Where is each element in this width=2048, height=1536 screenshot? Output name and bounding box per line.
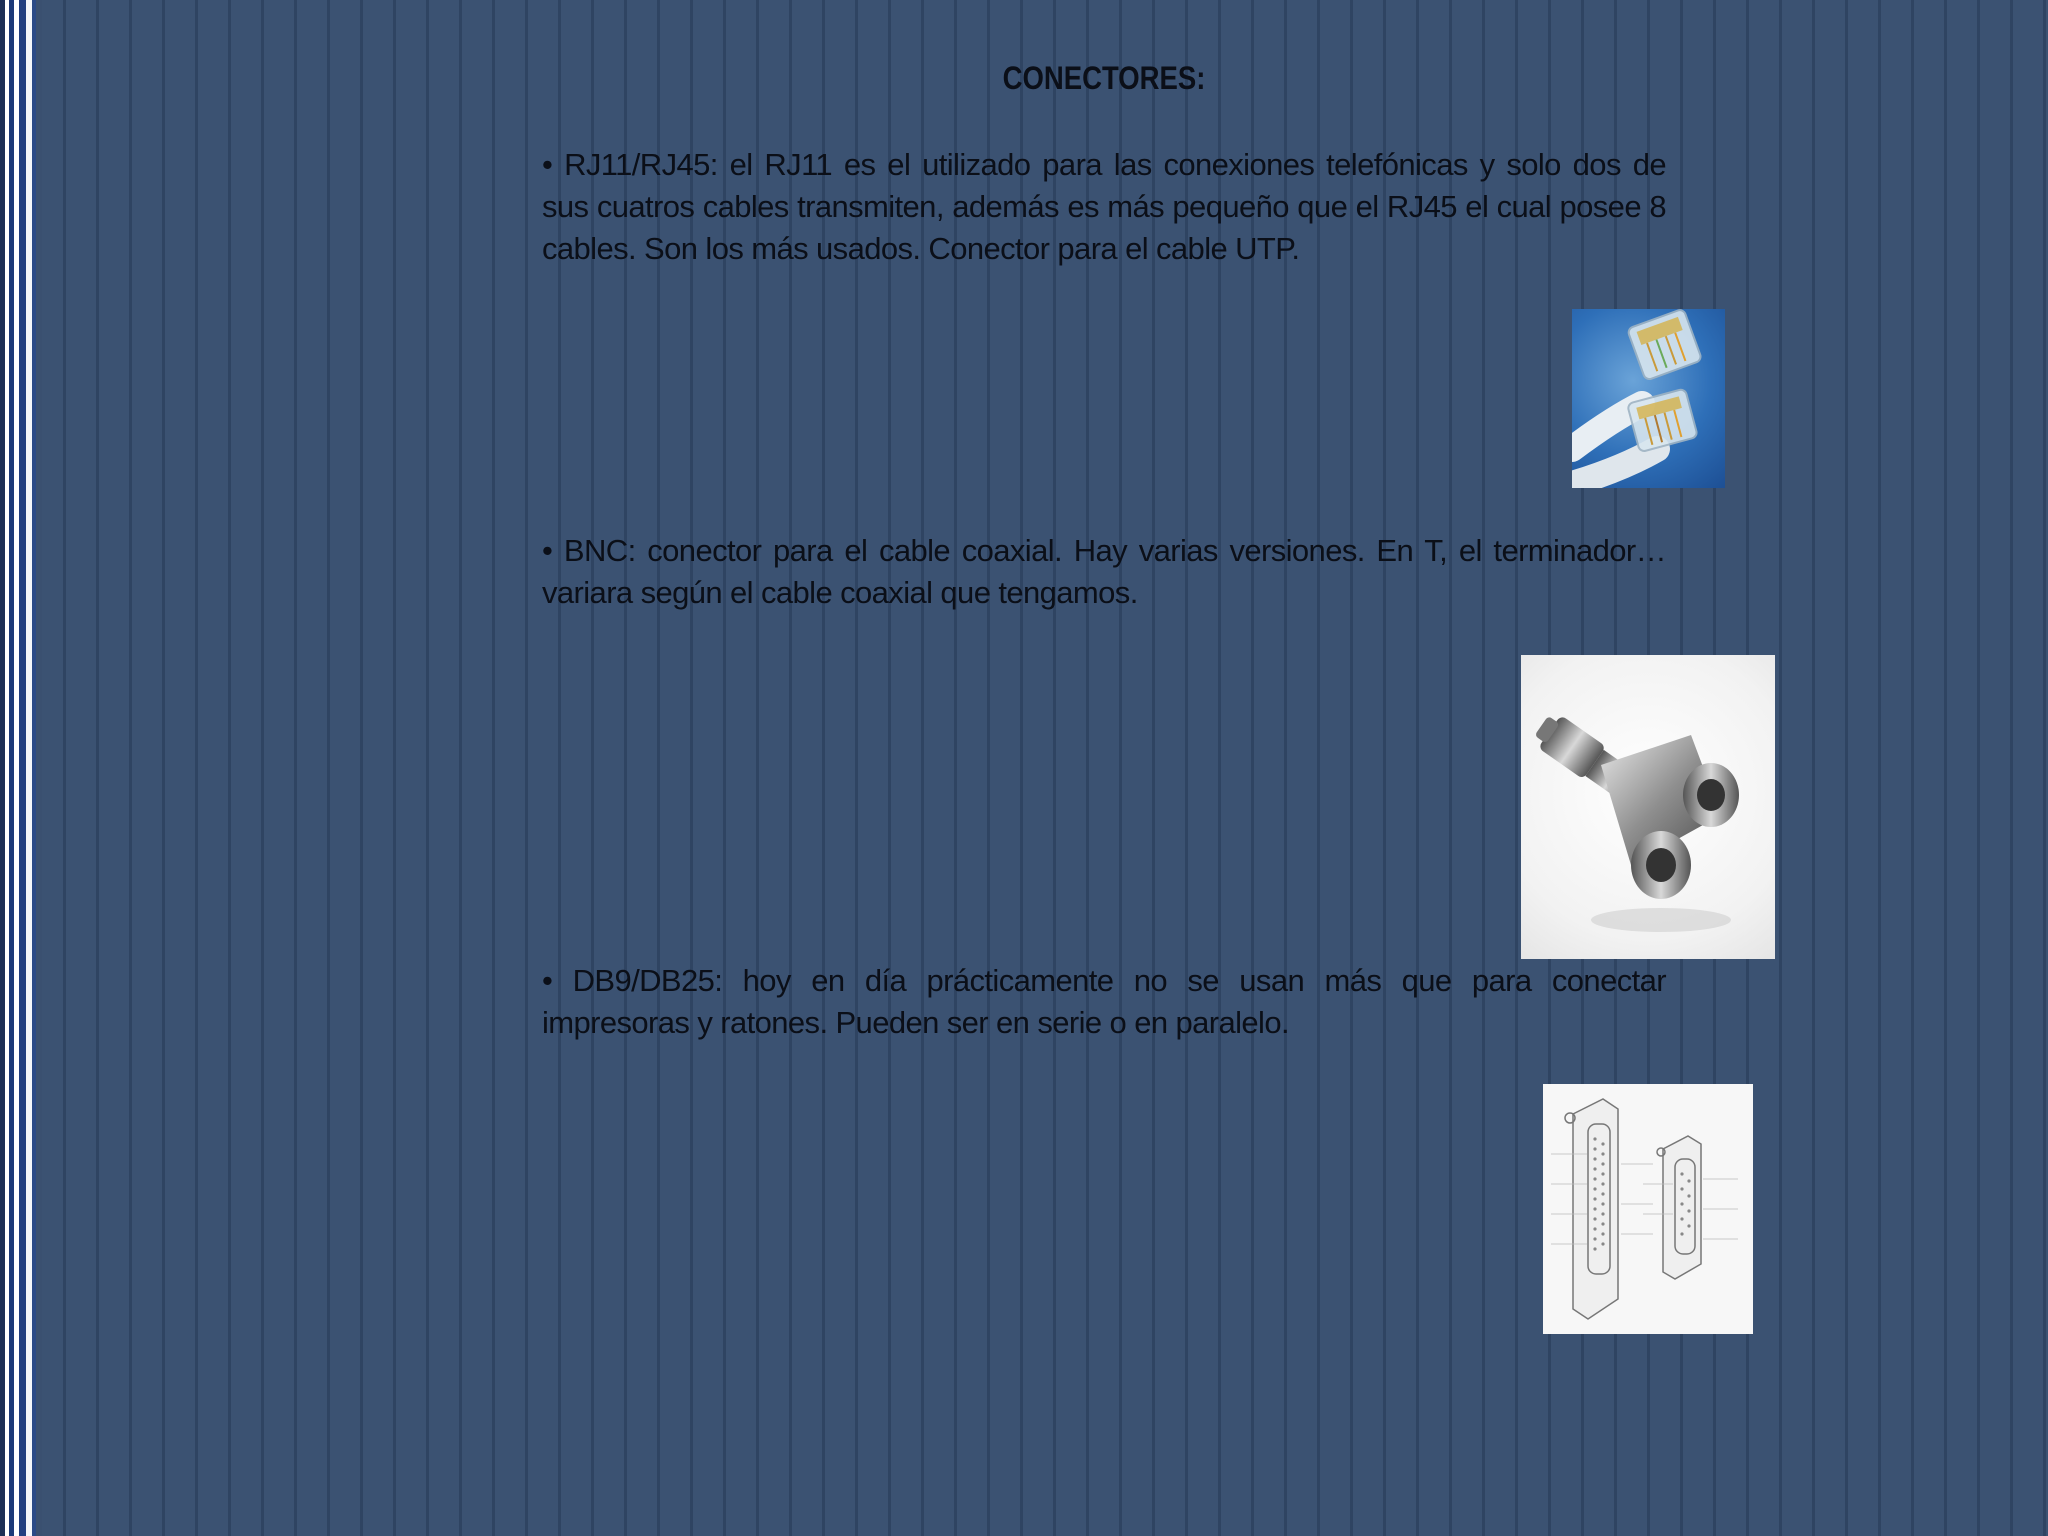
- db-connector-image: [1543, 1084, 1753, 1334]
- bnc-connector-image: [1521, 655, 1775, 959]
- rj45-connector-image: [1572, 309, 1725, 488]
- slide-title: CONECTORES:: [1002, 60, 1206, 96]
- paragraph-bnc: • BNC: conector para el cable coaxial. Hay varias versiones. En T, el terminador… variara según el cable coaxial que tengamos.: [542, 533, 1666, 610]
- paragraph-db9-db25: • DB9/DB25: hoy en día prácticamente no se usan más que para conectar impresoras y ratones. Pueden ser en serie o en paralelo.: [542, 963, 1666, 1040]
- paragraph-rj11-rj45: • RJ11/RJ45: el RJ11 es el utilizado para las conexiones telefónicas y solo dos de sus cuatros cables transmiten, además es más pequeño que el RJ45 el cual posee 8 cables. Son los más usados. Conector para el cable UTP.: [542, 147, 1666, 266]
- left-decorative-border: [0, 0, 42, 1536]
